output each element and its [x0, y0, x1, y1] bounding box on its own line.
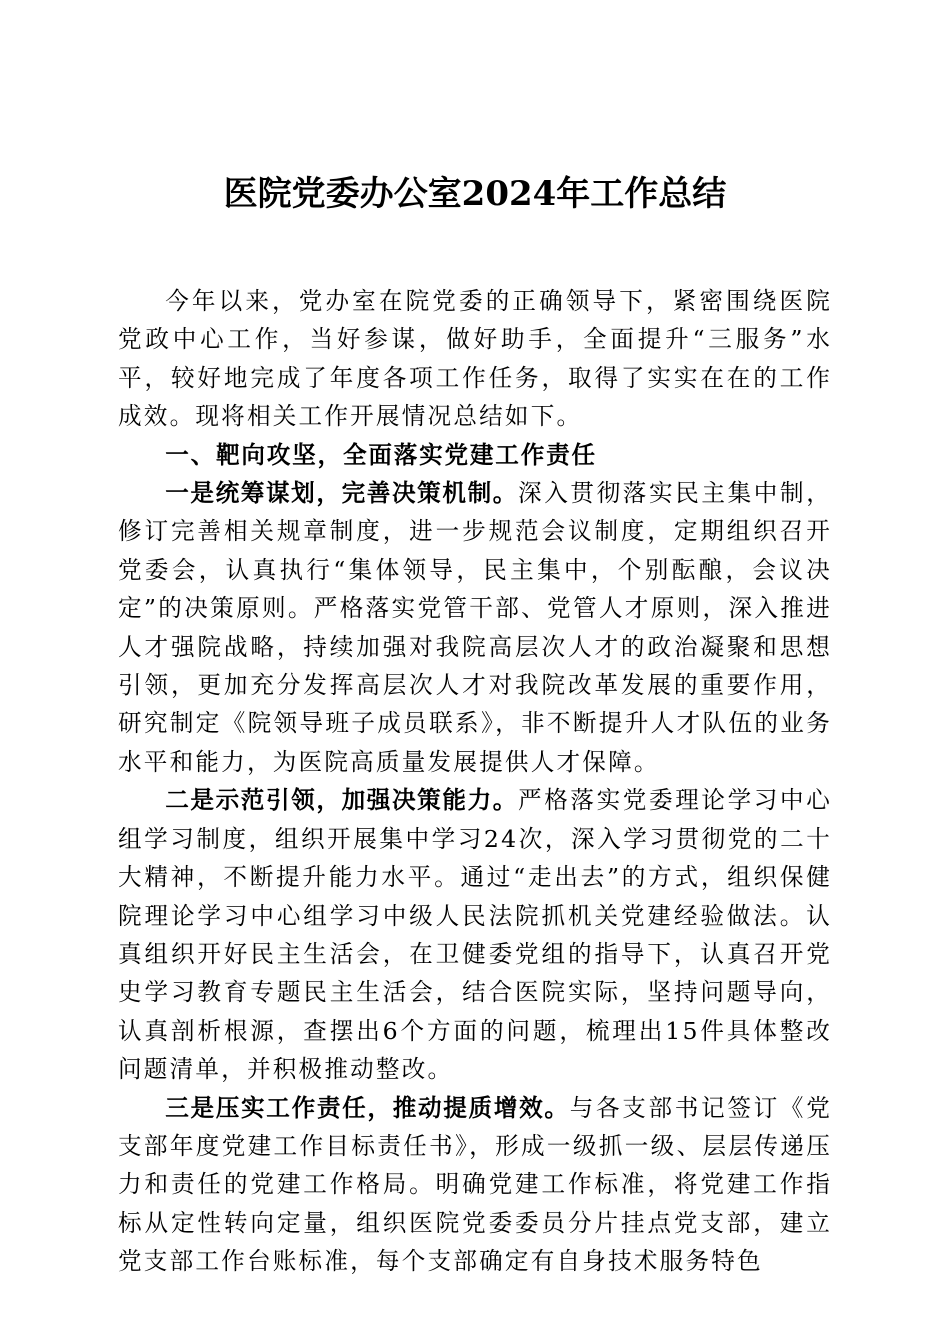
item-lead-1: 一是统筹谋划，完善决策机制。	[165, 479, 518, 508]
item-text-3: 与各支部书记签订《党支部年度党建工作目标责任书》，形成一级抓一级、层层传递压力和责任的党建工作格局。明确党建工作标准，将党建工作指标从定性转向定量，组织医院党委委员分片挂点党支部，建立党支部工作台账标准，每个支部确定有自身技术服务特色	[118, 1093, 833, 1276]
document-body	[118, 282, 832, 1281]
section-heading: 一、靶向攻坚，全面落实党建工作责任	[165, 440, 597, 469]
item-text-2: 严格落实党委理论学习中心组学习制度，组织开展集中学习24次，深入学习贯彻党的二十大精神，不断提升能力水平。通过“走出去”的方式，组织保健院理论学习中心组学习中级人民法院抓机关党建经验做法。认真组织开好民主生活会，在卫健委党组的指导下，认真召开党史学习教育专题民主生活会，结合医院实际，坚持问题导向，认真剖析根源，查摆出6个方面的问题，梳理出15件具体整改问题清单，并积极推动整改。	[118, 786, 832, 1084]
item-paragraph-1	[118, 474, 832, 781]
item-lead-3: 三是压实工作责任，推动提质增效。	[165, 1093, 570, 1122]
intro-paragraph: 今年以来，党办室在院党委的正确领导下，紧密围绕医院党政中心工作，当好参谋，做好助手，全面提升“三服务”水平，较好地完成了年度各项工作任务，取得了实实在在的工作成效。现将相关工作开展情况总结如下。	[118, 287, 832, 431]
item-paragraph-2	[118, 781, 832, 1088]
item-text-1: 深入贯彻落实民主集中制，修订完善相关规章制度，进一步规范会议制度，定期组织召开党委会，认真执行“集体领导，民主集中，个别酝酿，会议决定”的决策原则。严格落实党管干部、党管人才原则，深入推进人才强院战略，持续加强对我院高层次人才的政治凝聚和思想引领，更加充分发挥高层次人才对我院改革发展的重要作用，研究制定《院领导班子成员联系》，非不断提升人才队伍的业务水平和能力，为医院高质量发展提供人才保障。	[118, 479, 832, 776]
item-lead-2: 二是示范引领，加强决策能力。	[165, 786, 518, 815]
document-title: 医院党委办公室2024年工作总结	[223, 174, 727, 214]
item-paragraph-3	[118, 1089, 832, 1281]
